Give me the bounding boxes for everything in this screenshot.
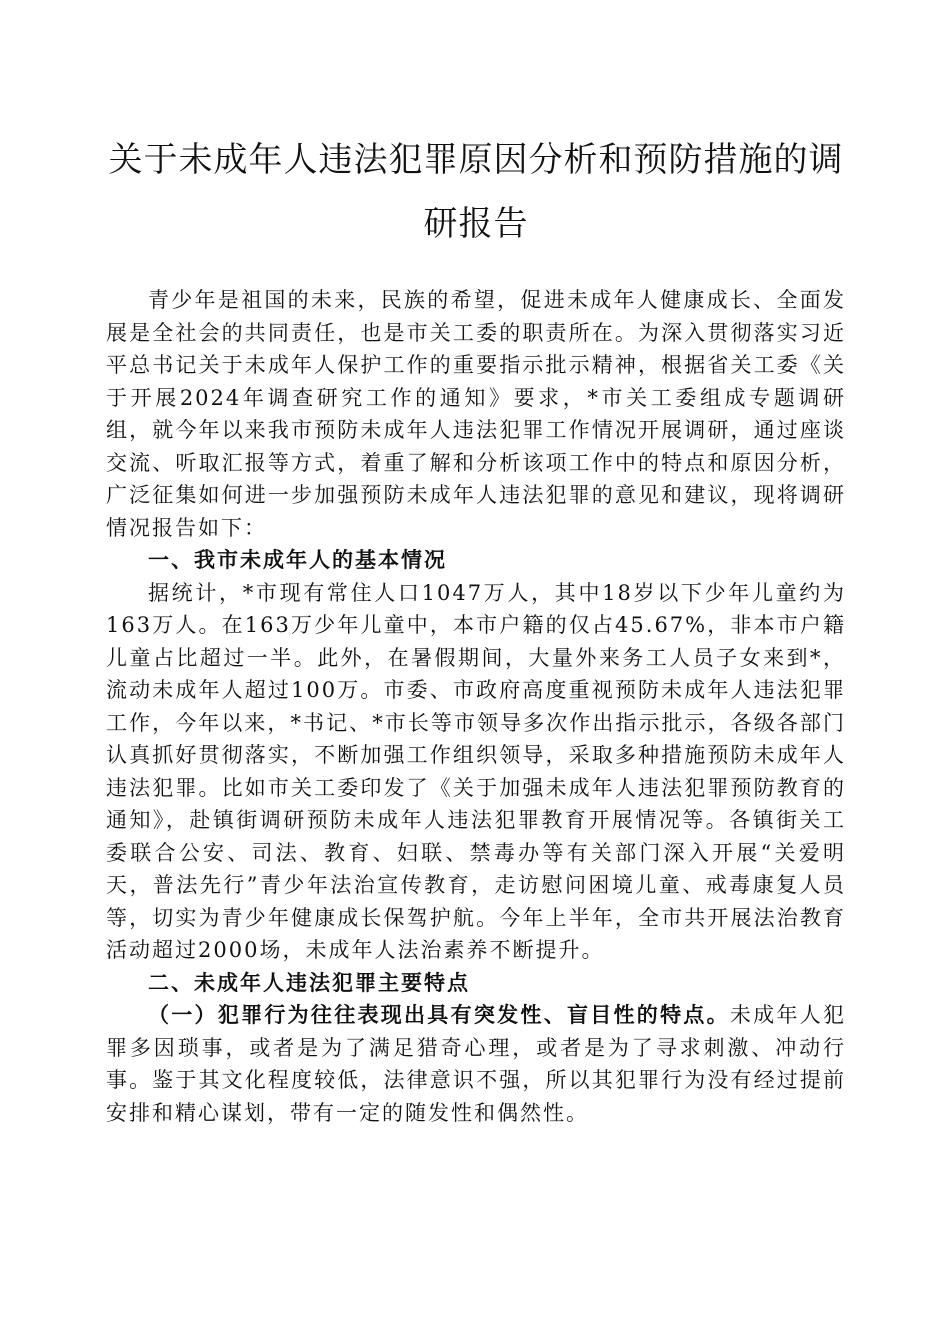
section-1-paragraph: 据统计，*市现有常住人口1047万人，其中18岁以下少年儿童约为163万人。在163万少年儿童中，本市户籍的仅占45.67%，非本市户籍儿童占比超过一半。此外，在暑假期间，大量外来务工人员子女来到*，流动未成年人超过100万。市委、市政府高度重视预防未成年人违法犯罪工作，今年以来，*书记、*市长等市领导多次作出指示批示，各级各部门认真抓好贯彻落实，不断加强工作组织领导，采取多种措施预防未成年人违法犯罪。比如市关工委印发了《关于加强未成年人违法犯罪预防教育的通知》，赴镇街调研预防未成年人违法犯罪教育开展情况等。各镇街关工委联合公安、司法、教育、妇联、禁毒办等有关部门深入开展“关爱明天，普法先行”青少年法治宣传教育，走访慰问困境儿童、戒毒康复人员等，切实为青少年健康成长保驾护航。今年上半年，全市共开展法治教育活动超过2000场，未成年人法治素养不断提升。 (106, 580, 846, 962)
title-line-1: 关于未成年人违法犯罪原因分析和预防措施的调 (108, 140, 844, 180)
intro-paragraph: 青少年是祖国的未来，民族的希望，促进未成年人健康成长、全面发展是全社会的共同责任，也是市关工委的职责所在。为深入贯彻落实习近平总书记关于未成年人保护工作的重要指示批示精神，根据省关工委《关于开展2024年调查研究工作的通知》要求，*市关工委组成专题调研组，就今年以来我市预防未成年人违法犯罪工作情况开展调研，通过座谈交流、听取汇报等方式，着重了解和分析该项工作中的特点和原因分析，广泛征集如何进一步加强预防未成年人违法犯罪的意见和建议，现将调研情况报告如下： (106, 288, 846, 540)
section-2-heading: 二、未成年人违法犯罪主要特点 (148, 970, 470, 995)
section-1-heading: 一、我市未成年人的基本情况 (148, 548, 447, 572)
document-title (106, 128, 846, 256)
title-line-2: 研报告 (423, 204, 529, 244)
section-2-item-1-body: 未成年人犯罪多因琐事，或者是为了满足猎奇心理，或者是为了寻求刺激、冲动行事。鉴于其文化程度较低，法律意识不强，所以其犯罪行为没有经过提前安排和精心谋划，带有一定的随发性和偶然性。 (106, 1003, 847, 1125)
document-body (106, 284, 846, 1129)
section-2-item-1-lead: （一）犯罪行为往往表现出具有突发性、盲目性的特点。 (148, 1003, 730, 1027)
section-2-item-1-paragraph (106, 999, 846, 1129)
